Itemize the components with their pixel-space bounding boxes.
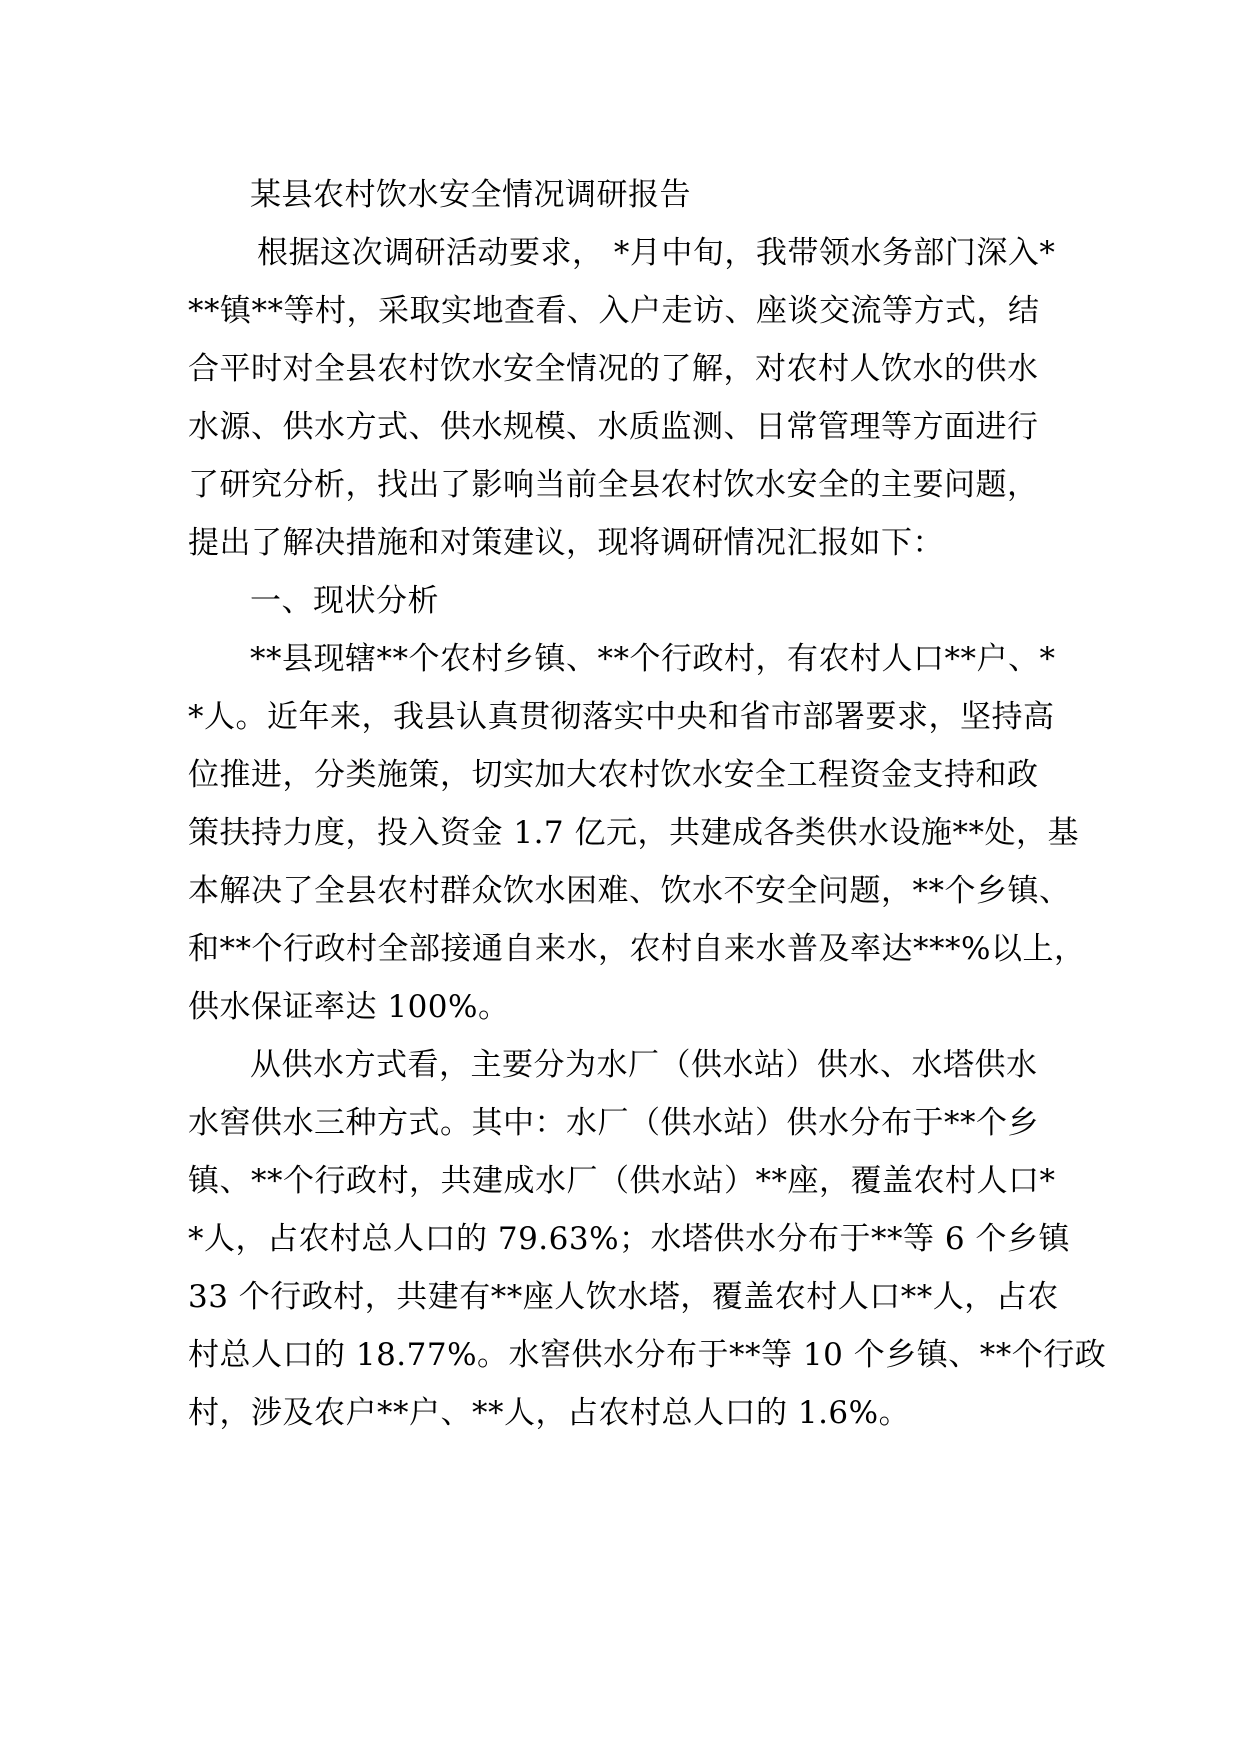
paragraph-line: 水窖供水三种方式。其中：水厂（供水站）供水分布于**个乡 (188, 1105, 1039, 1141)
paragraph-line: 策扶持力度，投入资金 1.7 亿元，共建成各类供水设施**处，基 (188, 815, 1080, 851)
paragraph-line: 水源、供水方式、供水规模、水质监测、日常管理等方面进行 (188, 409, 1039, 445)
paragraph-line: *人，占农村总人口的 79.63%；水塔供水分布于**等 6 个乡镇 (188, 1221, 1070, 1257)
paragraph-line: 33 个行政村，共建有**座人饮水塔，覆盖农村人口**人，占农 (188, 1279, 1059, 1315)
paragraph-line: *人。近年来，我县认真贯彻落实中央和省市部署要求，坚持高 (188, 699, 1055, 735)
paragraph-line: 提出了解决措施和对策建议，现将调研情况汇报如下： (188, 525, 944, 561)
section-heading: 一、现状分析 (250, 583, 439, 619)
document-title: 某县农村饮水安全情况调研报告 (250, 177, 691, 213)
paragraph-line: 从供水方式看，主要分为水厂（供水站）供水、水塔供水 (250, 1047, 1038, 1083)
paragraph-line: 根据这次调研活动要求， *月中旬，我带领水务部门深入* (257, 235, 1056, 271)
paragraph-line: 了研究分析，找出了影响当前全县农村饮水安全的主要问题， (188, 467, 1039, 503)
paragraph-line: 镇、**个行政村，共建成水厂（供水站）**座，覆盖农村人口* (188, 1163, 1056, 1199)
paragraph-line: **镇**等村，采取实地查看、入户走访、座谈交流等方式，结 (188, 293, 1040, 329)
paragraph-line: 合平时对全县农村饮水安全情况的了解，对农村人饮水的供水 (188, 351, 1039, 387)
paragraph-line: 村总人口的 18.77%。水窖供水分布于**等 10 个乡镇、**个行政 (188, 1337, 1107, 1373)
paragraph-line: 供水保证率达 100%。 (188, 989, 510, 1025)
paragraph-line: 本解决了全县农村群众饮水困难、饮水不安全问题，**个乡镇、 (188, 873, 1071, 909)
paragraph-line: **县现辖**个农村乡镇、**个行政村，有农村人口**户、* (250, 641, 1056, 677)
paragraph-line: 位推进，分类施策，切实加大农村饮水安全工程资金支持和政 (188, 757, 1039, 793)
paragraph-line: 村，涉及农户**户、**人，占农村总人口的 1.6%。 (188, 1395, 911, 1431)
paragraph-line: 和**个行政村全部接通自来水，农村自来水普及率达***%以上， (188, 931, 1086, 967)
